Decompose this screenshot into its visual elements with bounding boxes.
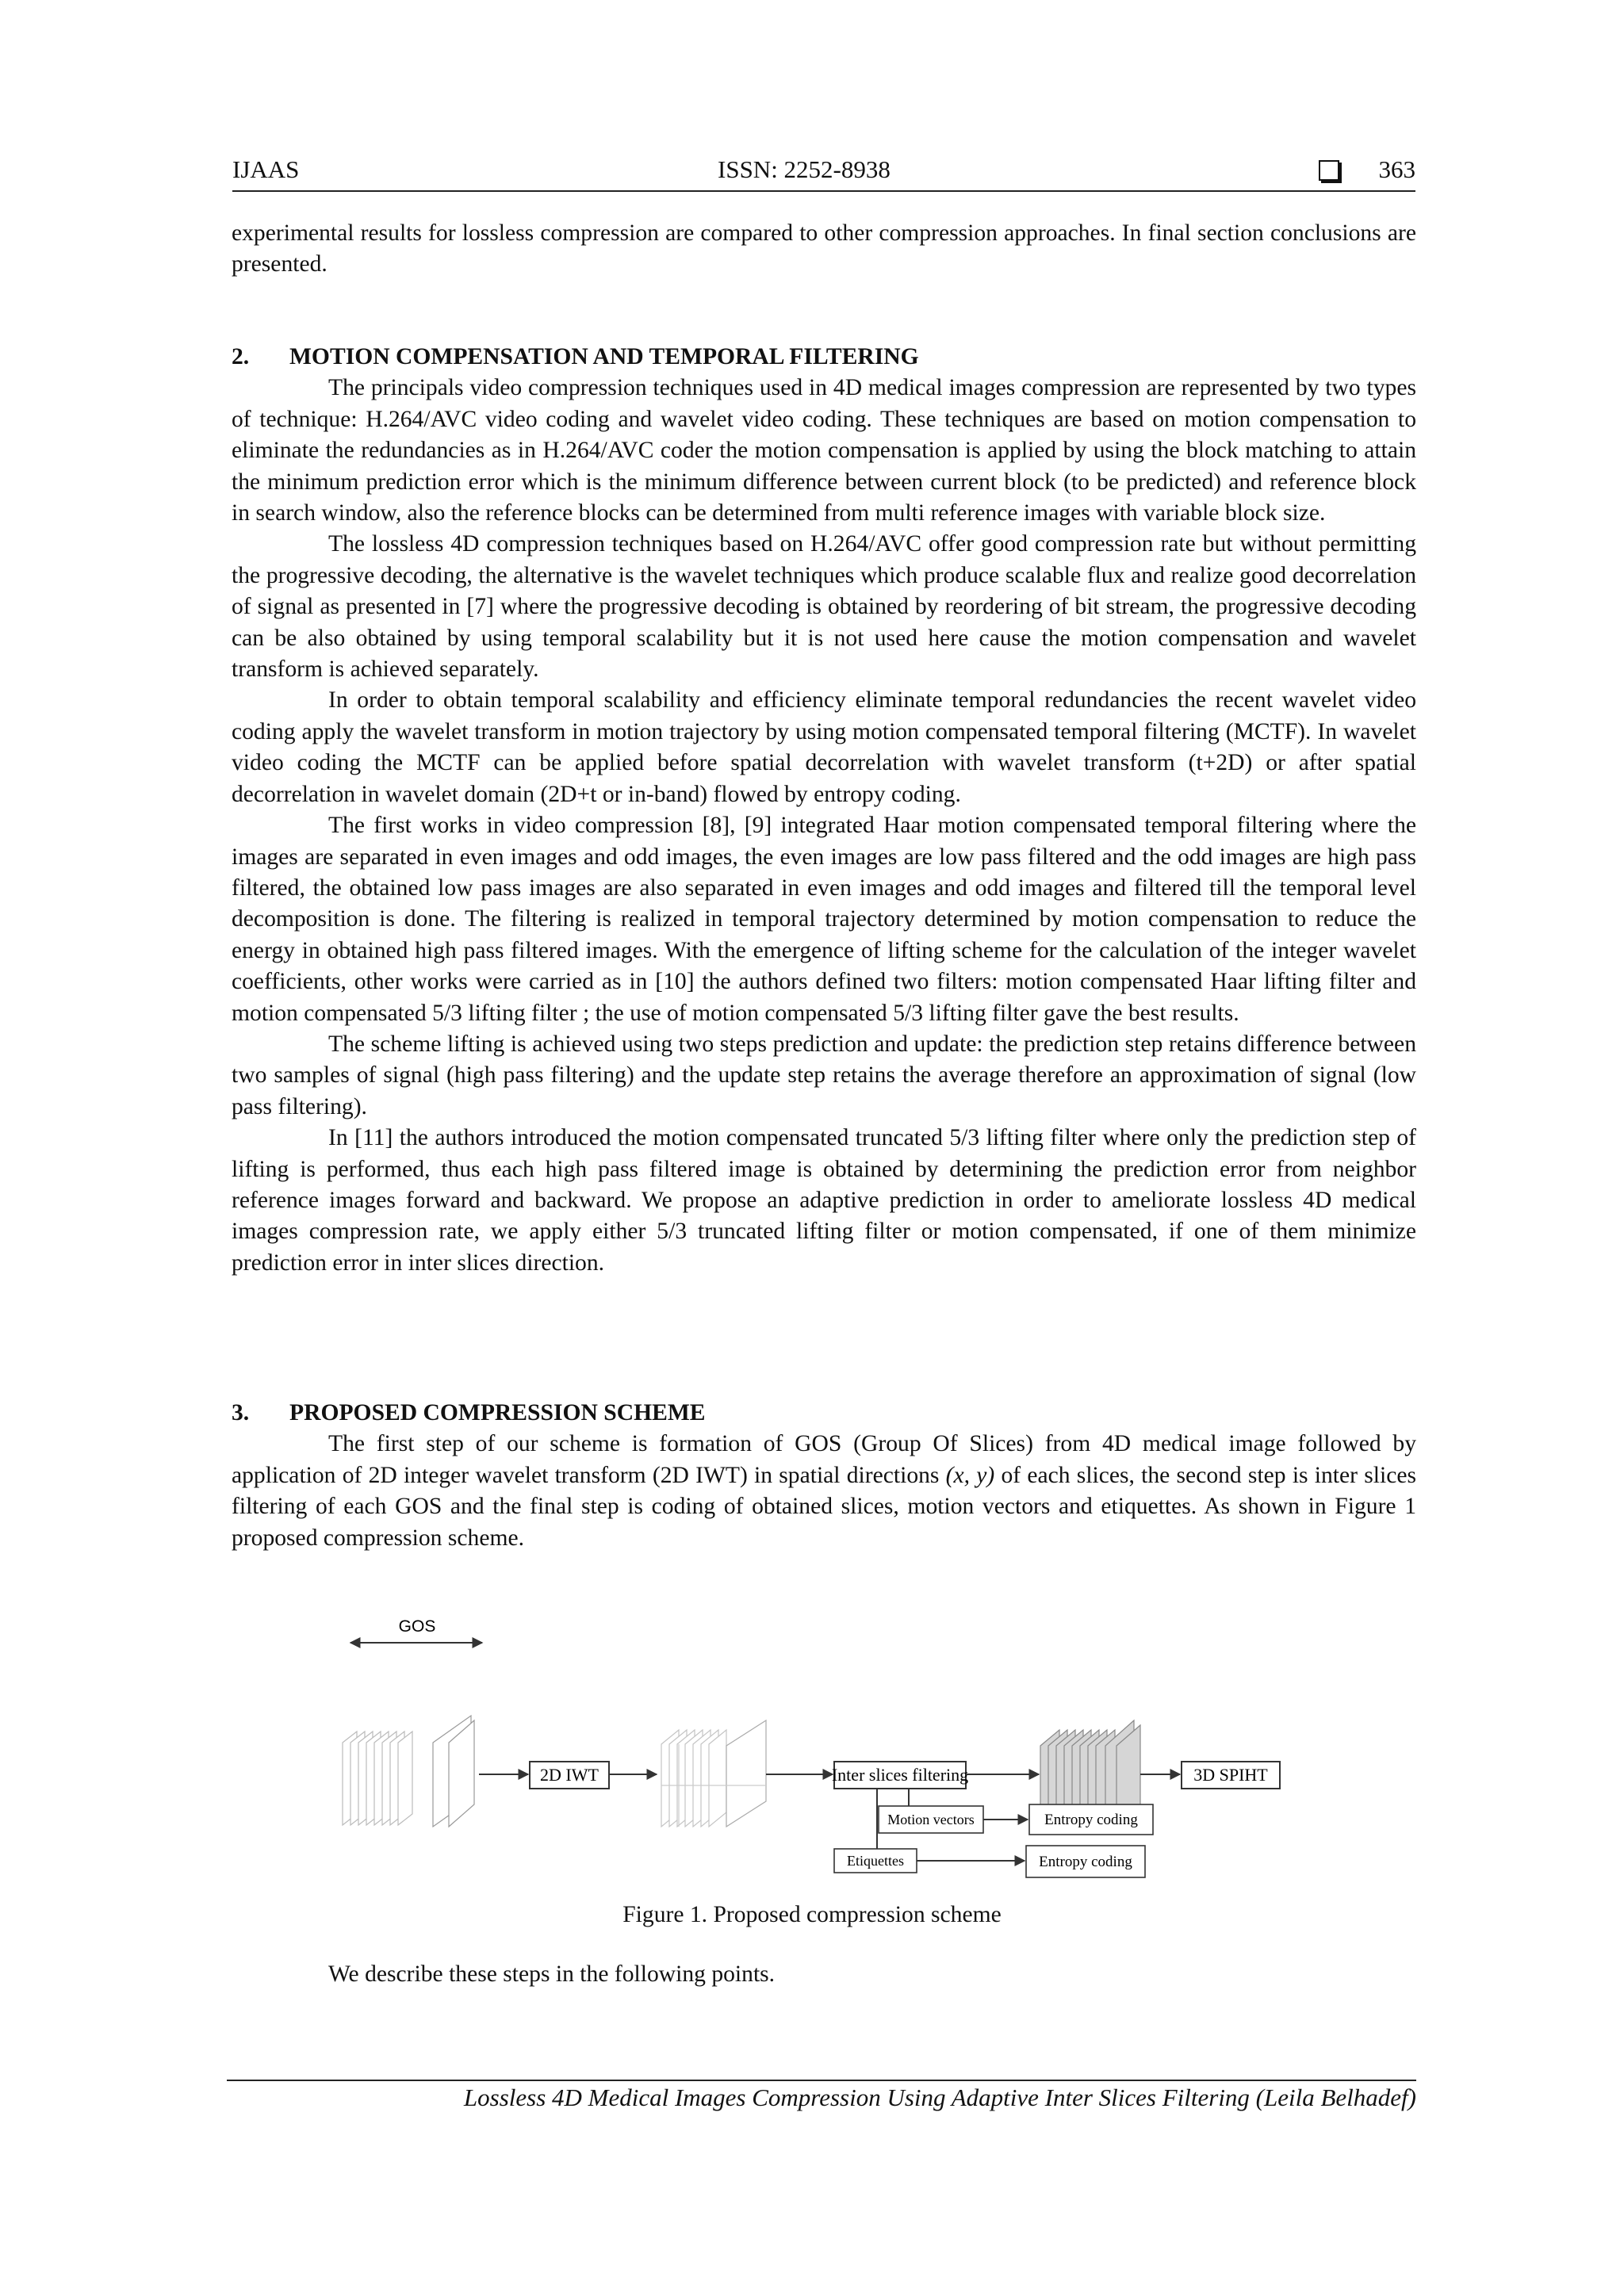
- footer-rule: [227, 2080, 1416, 2081]
- spiht-label: 3D SPIHT: [1193, 1765, 1268, 1785]
- issn: ISSN: 2252-8938: [718, 155, 891, 183]
- entropy-coding-label-1: Entropy coding: [1044, 1812, 1138, 1828]
- section-2-paragraph: The lossless 4D compression techniques based on H.264/AVC offer good compression rate but without permitting the progressive decoding, the alternative is the wavelet techniques which produce scalable flux and realize good decorrelation of signal as presented in [7] where the progressive decoding is obtained by reordering of bit stream, the progressive decoding can be also obtained by using temporal scalability but it is not used here cause the motion compensation and wavelet transform is achieved separately.: [232, 531, 1416, 683]
- figure-caption: Figure 1. Proposed compression scheme: [622, 1902, 1002, 1927]
- section-2-heading: [232, 342, 1416, 373]
- section-3-heading: [232, 1398, 1416, 1429]
- iwt-label: 2D IWT: [540, 1765, 599, 1785]
- journal-name: IJAAS: [232, 155, 300, 183]
- etiquettes-label: Etiquettes: [847, 1853, 904, 1869]
- section-3-text-a: The first step of our scheme is formation of GOS (Group Of Slices) from 4D medical image followed by application of 2D integer wavelet transform (2D IWT) in spatial directions: [232, 1431, 1416, 1488]
- coordinates-math: (x, y): [945, 1462, 995, 1488]
- section-2-paragraph: The principals video compression techniques used in 4D medical images compression are represented by two types of technique: H.264/AVC video coding and wavelet video coding. These techniques are based on motion compensation to eliminate the redundancies as in H.264/AVC coder the motion compensation is applied by using the block matching to attain the minimum prediction error which is the minimum difference between current block (to be predicted) and reference block in search window, also the reference blocks can be determined from multi reference images with variable block size.: [232, 375, 1416, 526]
- motion-vectors-label: Motion vectors: [887, 1812, 975, 1827]
- entropy-coding-label-2: Entropy coding: [1039, 1854, 1132, 1870]
- section-3-paragraph: [232, 1429, 1416, 1554]
- filtering-label: Inter slices filtering: [831, 1765, 969, 1785]
- gos-label: GOS: [398, 1617, 436, 1636]
- running-footer: Lossless 4D Medical Images Compression Using Adaptive Inter Slices Filtering (Leila Belhadef): [463, 2084, 1416, 2111]
- section-3-number: 3.: [232, 1400, 250, 1425]
- gos-slice-stack: [343, 1716, 474, 1827]
- section-2-paragraph: The first works in video compression [8], [9] integrated Haar motion compensated temporal filtering where the images are separated in even images and odd images, the even images are low pass filtered and the odd images are high pass filtered, the obtained low pass images are also separated in even images and odd images and filtered till the temporal level decomposition is done. The filtering is realized in temporal trajectory determined by motion compensation to reduce the energy in obtained high pass filtered images. With the emergence of lifting scheme for the calculation of the integer wavelet coefficients, other works were carried as in [10] the authors defined two filters: motion compensated Haar lifting filter and motion compensated 5/3 lifting filter ; the use of motion compensated 5/3 lifting filter gave the best results.: [232, 813, 1416, 1026]
- section-2-title: MOTION COMPENSATION AND TEMPORAL FILTERING: [289, 344, 919, 369]
- intro-text: [232, 218, 1416, 281]
- section-3-text-b: of each slices, the second step is inter slices filtering of each GOS and the final step is coding of obtained slices, motion vectors and etiquettes. As shown in Figure 1 proposed compression scheme.: [232, 1462, 1416, 1551]
- section-2-number: 2.: [232, 344, 250, 369]
- section-2-paragraph: In order to obtain temporal scalability and efficiency eliminate temporal redundancies the recent wavelet video coding apply the wavelet transform in motion trajectory by using motion compensated temporal filtering (MCTF). In wavelet video coding the MCTF can be applied before spatial decorrelation with wavelet transform (t+2D) or after spatial decorrelation in wavelet domain (2D+t or in-band) flowed by entropy coding.: [232, 687, 1416, 807]
- section-2-paragraph: The scheme lifting is achieved using two steps prediction and update: the prediction step retains difference between two samples of signal (high pass filtering) and the update step retains the average therefore an approximation of signal (low pass filtering).: [232, 1031, 1416, 1119]
- intro-paragraph: experimental results for lossless compression are compared to other compression approaches. In final section conclusions are presented.: [232, 220, 1416, 277]
- after-figure-text: We describe these steps in the following points.: [328, 1961, 776, 1987]
- compression-scheme-figure: [338, 1601, 1329, 1887]
- page-header: [232, 155, 1415, 192]
- wavelet-slice-stack: [661, 1720, 766, 1827]
- checkbox-square-icon: [1319, 160, 1339, 181]
- section-2-paragraph: In [11] the authors introduced the motion compensated truncated 5/3 lifting filter where only the prediction step of lifting is performed, thus each high pass filtered image is obtained by determining the prediction error from neighbor reference images forward and backward. We propose an adaptive prediction in order to ameliorate lossless 4D medical images compression rate, we apply either 5/3 truncated lifting filter or motion compensated, if one of them minimize prediction error in inter slices direction.: [232, 1125, 1416, 1276]
- section-2: [232, 342, 1416, 1279]
- section-3: [232, 1398, 1416, 1554]
- page-number: 363: [1378, 155, 1415, 183]
- section-3-title: PROPOSED COMPRESSION SCHEME: [289, 1400, 706, 1425]
